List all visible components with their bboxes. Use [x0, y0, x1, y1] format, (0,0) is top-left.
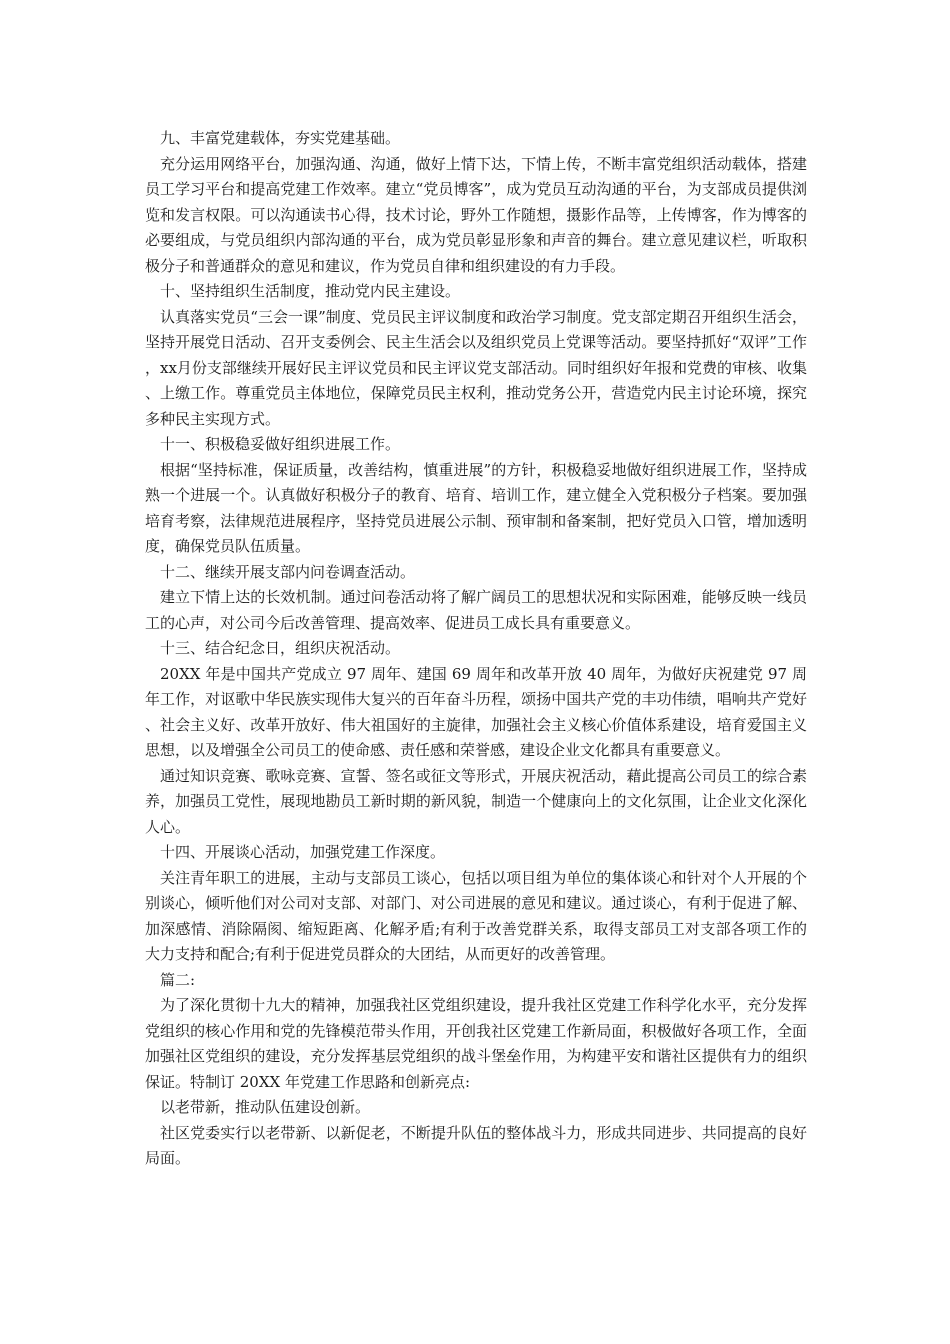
- body-paragraph: 关注青年职工的进展，主动与支部员工谈心，包括以项目组为单位的集体谈心和针对个人开展的个别谈心，倾听他们对公司对支部、对部门、对公司进展的意见和建议。通过谈心，有利于促进了解、加深感情、消除隔阂、缩短距离、化解矛盾;有利于改善党群关系，取得支部员工对支部各项工作的大力支持和配合;有利于促进党员群众的大团结，从而更好的改善管理。: [145, 868, 807, 963]
- sub-heading: 以老带新，推动队伍建设创新。: [160, 1098, 371, 1116]
- body-paragraph: 通过知识竞赛、歌咏竞赛、宣誓、签名或征文等形式，开展庆祝活动，藉此提高公司员工的综合素养，加强员工党性，展现地勘员工新时期的新风貌，制造一个健康向上的文化氛围，让企业文化深化人心。: [145, 766, 807, 836]
- body-paragraph: 为了深化贯彻十九大的精神，加强我社区党组织建设，提升我社区党建工作科学化水平，充分发挥党组织的核心作用和党的先锋模范带头作用，开创我社区党建工作新局面，积极做好各项工作，全面加强社区党组织的建设，充分发挥基层党组织的战斗堡垒作用，为构建平安和谐社区提供有力的组织保证。特制订 20XX 年党建工作思路和创新亮点:: [145, 996, 807, 1091]
- section-heading-11: 十一、积极稳妥做好组织进展工作。: [160, 435, 401, 453]
- body-paragraph: 建立下情上达的长效机制。通过问卷活动将了解广阔员工的思想状况和实际困难，能够反映一线员工的心声，对公司今后改善管理、提高效率、促进员工成长具有重要意义。: [145, 588, 807, 632]
- section-heading-10: 十、坚持组织生活制度，推动党内民主建设。: [160, 282, 461, 300]
- part-heading: 篇二:: [160, 970, 196, 989]
- body-paragraph: 社区党委实行以老带新、以新促老，不断提升队伍的整体战斗力，形成共同进步、共同提高的良好局面。: [145, 1123, 807, 1167]
- body-paragraph: 20XX 年是中国共产党成立 97 周年、建国 69 周年和改革开放 40 周年，为做好庆祝建党 97 周年工作，对讴歌中华民族实现伟大复兴的百年奋斗历程，颂扬中国共产党的丰功伟绩，唱响共产党好、社会主义好、改革开放好、伟大祖国好的主旋律，加强社会主义核心价值体系建设，培育爱国主义思想，以及增强全公司员工的使命感、责任感和荣誉感，建设企业文化都具有重要意义。: [145, 664, 807, 759]
- document-page: [145, 126, 807, 1172]
- section-heading-14: 十四、开展谈心活动，加强党建工作深度。: [160, 843, 446, 861]
- section-heading-13: 十三、结合纪念日，组织庆祝活动。: [160, 639, 401, 657]
- body-paragraph: 充分运用网络平台，加强沟通、沟通，做好上情下达，下情上传，不断丰富党组织活动载体，搭建员工学习平台和提高党建工作效率。建立“党员博客”，成为党员互动沟通的平台，为支部成员提供浏览和发言权限。可以沟通读书心得，技术讨论，野外工作随想，摄影作品等，上传博客，作为博客的必要组成，与党员组织内部沟通的平台，成为党员彰显形象和声音的舞台。建立意见建议栏，听取积极分子和普通群众的意见和建议，作为党员自律和组织建设的有力手段。: [145, 154, 807, 275]
- body-paragraph: 根据“坚持标准，保证质量，改善结构，慎重进展”的方针，积极稳妥地做好组织进展工作，坚持成熟一个进展一个。认真做好积极分子的教育、培育、培训工作，建立健全入党积极分子档案。要加强培育考察，法律规范进展程序，坚持党员进展公示制、预审制和备案制，把好党员入口管，增加透明度，确保党员队伍质量。: [145, 460, 807, 555]
- body-paragraph: 认真落实党员“三会一课”制度、党员民主评议制度和政治学习制度。党支部定期召开组织生活会，坚持开展党日活动、召开支委例会、民主生活会以及组织党员上党课等活动。要坚持抓好“双评”工作，xx月份支部继续开展好民主评议党员和民主评议党支部活动。同时组织好年报和党费的审核、收集、上缴工作。尊重党员主体地位，保障党员民主权利，推动党务公开，营造党内民主讨论环境，探究多种民主实现方式。: [145, 307, 807, 428]
- section-heading-12: 十二、继续开展支部内问卷调查活动。: [160, 562, 416, 581]
- section-heading-9: 九、丰富党建载体，夯实党建基础。: [160, 129, 401, 147]
